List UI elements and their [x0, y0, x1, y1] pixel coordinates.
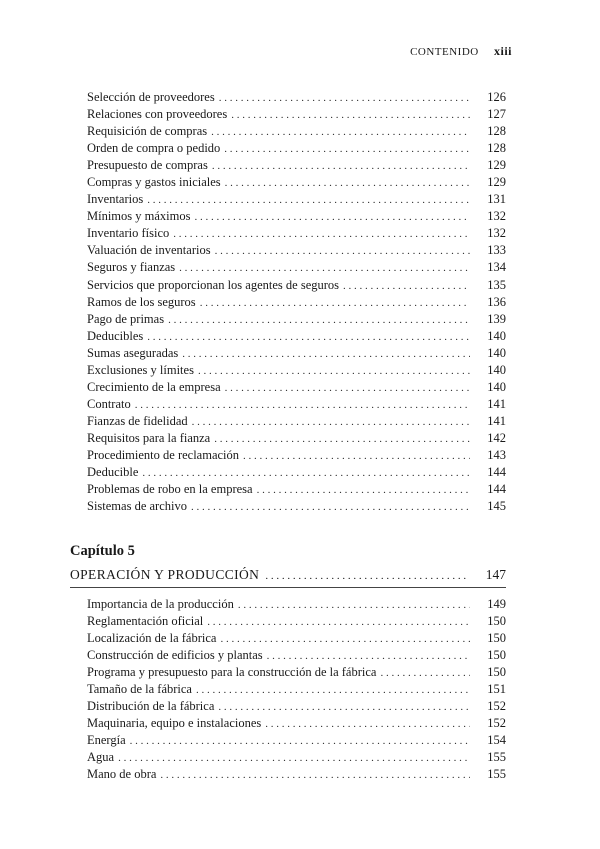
toc-entry-title: Compras y gastos iniciales [87, 175, 221, 190]
toc-entry-page: 139 [487, 311, 506, 326]
dot-leader [224, 141, 470, 158]
toc-entry-title: Deducibles [87, 328, 144, 343]
toc-entry-title: Mínimos y máximos [87, 209, 191, 224]
dot-leader [265, 716, 470, 733]
toc-entry-page: 140 [487, 328, 506, 343]
toc-entry [87, 749, 506, 766]
toc-entry-title: Orden de compra o pedido [87, 141, 221, 156]
chapter-label: Capítulo 5 [70, 543, 135, 559]
toc-entry-title: Sistemas de archivo [87, 499, 187, 514]
toc-list-top [87, 89, 506, 515]
toc-entry-page: 132 [487, 226, 506, 241]
dot-leader [160, 767, 470, 784]
toc-entry [87, 294, 506, 311]
toc-entry [87, 715, 506, 732]
dot-leader [196, 682, 470, 699]
dot-leader [182, 346, 470, 363]
dot-leader [343, 278, 470, 295]
dot-leader [215, 243, 470, 260]
toc-entry-title: Fianzas de fidelidad [87, 413, 188, 428]
dot-leader [191, 499, 470, 516]
dot-leader [142, 465, 470, 482]
chapter-rule [70, 587, 506, 588]
toc-entry [87, 664, 506, 681]
toc-entry [87, 732, 506, 749]
dot-leader [225, 175, 470, 192]
chapter-title: OPERACIÓN Y PRODUCCIÓN [70, 567, 260, 582]
toc-entry [87, 681, 506, 698]
toc-entry-title: Sumas aseguradas [87, 345, 179, 360]
chapter-title-entry [70, 567, 506, 587]
dot-leader [147, 329, 470, 346]
toc-entry-title: Inventario físico [87, 226, 170, 241]
toc-entry-page: 143 [487, 447, 506, 462]
dot-leader [130, 733, 470, 750]
dot-leader [118, 750, 470, 767]
toc-entry [87, 242, 506, 259]
toc-entry-title: Selección de proveedores [87, 90, 215, 104]
toc-entry-title: Maquinaria, equipo e instalaciones [87, 716, 262, 731]
toc-entry-title: Requisición de compras [87, 124, 208, 139]
dot-leader [243, 448, 470, 465]
toc-entry-title: Ramos de los seguros [87, 294, 196, 309]
toc-entry [87, 647, 506, 664]
toc-entry [87, 430, 506, 447]
dot-leader [207, 614, 470, 631]
dot-leader [231, 107, 470, 124]
dot-leader [214, 431, 470, 448]
toc-entry [87, 328, 506, 345]
toc-entry-page: 135 [487, 277, 506, 292]
toc-entry-title: Construcción de edificios y plantas [87, 648, 263, 663]
toc-entry-page: 155 [487, 750, 506, 765]
toc-entry-page: 154 [487, 733, 506, 748]
toc-entry-title: Seguros y fianzas [87, 260, 176, 275]
toc-entry-title: Contrato [87, 396, 131, 411]
toc-entry-page: 134 [487, 260, 506, 275]
toc-entry-title: Servicios que proporcionan los agentes de seguros [87, 277, 340, 292]
toc-entry-title: Localización de la fábrica [87, 631, 217, 646]
toc-entry [87, 630, 506, 647]
toc-entry-title: Mano de obra [87, 767, 157, 782]
dot-leader [194, 209, 470, 226]
dot-leader [267, 648, 470, 665]
toc-entry-page: 126 [487, 90, 506, 104]
dot-leader [179, 260, 470, 277]
toc-entry [87, 225, 506, 242]
toc-entry-page: 129 [487, 175, 506, 190]
toc-entry-page: 150 [487, 648, 506, 663]
toc-entry-page: 132 [487, 209, 506, 224]
dot-leader [218, 699, 470, 716]
dot-leader [211, 124, 470, 141]
toc-entry-page: 144 [487, 465, 506, 480]
toc-entry-title: Distribución de la fábrica [87, 699, 215, 714]
toc-entry [87, 345, 506, 362]
toc-entry-title: Presupuesto de compras [87, 158, 208, 173]
toc-entry [87, 766, 506, 783]
toc-entry-page: 141 [487, 413, 506, 428]
toc-entry [87, 140, 506, 157]
dot-leader [257, 482, 470, 499]
running-header [410, 44, 512, 59]
page-number: xiii [493, 44, 512, 58]
toc-entry-title: Deducible [87, 465, 139, 480]
dot-leader [238, 597, 470, 614]
toc-entry [87, 596, 506, 613]
toc-entry-title: Procedimiento de reclamación [87, 447, 240, 462]
dot-leader [219, 90, 470, 107]
toc-entry-title: Relaciones con proveedores [87, 107, 228, 122]
toc-entry-page: 128 [487, 124, 506, 139]
toc-entry-title: Inventarios [87, 192, 144, 207]
dot-leader [220, 631, 470, 648]
toc-entry-page: 150 [487, 614, 506, 629]
toc-entry-page: 136 [487, 294, 506, 309]
toc-entry [87, 277, 506, 294]
dot-leader [147, 192, 470, 209]
toc-entry-title: Reglamentación oficial [87, 614, 204, 629]
toc-entry-title: Tamaño de la fábrica [87, 682, 192, 697]
toc-entry-page: 127 [487, 107, 506, 122]
toc-entry [87, 362, 506, 379]
toc-entry [87, 259, 506, 276]
toc-entry-page: 151 [487, 682, 506, 697]
toc-entry-page: 133 [487, 243, 506, 258]
toc-entry-page: 155 [487, 767, 506, 782]
toc-entry [87, 379, 506, 396]
toc-entry-page: 150 [487, 665, 506, 680]
toc-entry-page: 131 [487, 192, 506, 207]
toc-entry-page: 140 [487, 362, 506, 377]
chapter-page-number: 147 [485, 567, 506, 582]
dot-leader [212, 158, 470, 175]
toc-entry [87, 396, 506, 413]
toc-entry-page: 142 [487, 430, 506, 445]
running-header-section: CONTENIDO [410, 46, 479, 58]
toc-entry-title: Agua [87, 750, 115, 765]
toc-entry-title: Requisitos para la fianza [87, 430, 211, 445]
toc-entry [87, 613, 506, 630]
toc-entry [87, 464, 506, 481]
toc-entry-page: 152 [487, 699, 506, 714]
toc-entry-page: 140 [487, 379, 506, 394]
toc-entry-page: 145 [487, 499, 506, 514]
toc-entry [87, 106, 506, 123]
toc-entry-page: 129 [487, 158, 506, 173]
dot-leader [225, 380, 470, 397]
dot-leader [173, 226, 470, 243]
toc-entry-title: Valuación de inventarios [87, 243, 211, 258]
toc-entry [87, 413, 506, 430]
toc-entry-page: 149 [487, 597, 506, 611]
toc-entry-title: Exclusiones y límites [87, 362, 194, 377]
toc-entry-page: 144 [487, 482, 506, 497]
toc-entry [87, 447, 506, 464]
dot-leader [265, 570, 466, 582]
toc-list-bottom [87, 596, 506, 784]
dot-leader [200, 295, 470, 312]
toc-entry [87, 191, 506, 208]
dot-leader [192, 414, 470, 431]
toc-entry [87, 698, 506, 715]
toc-entry [87, 89, 506, 106]
dot-leader [168, 312, 470, 329]
toc-entry-page: 152 [487, 716, 506, 731]
toc-entry-title: Energía [87, 733, 126, 748]
toc-entry-page: 128 [487, 141, 506, 156]
toc-entry [87, 157, 506, 174]
toc-entry-title: Programa y presupuesto para la construcción de la fábrica [87, 665, 377, 680]
dot-leader [380, 665, 470, 682]
toc-entry [87, 311, 506, 328]
toc-entry [87, 498, 506, 515]
dot-leader [198, 363, 470, 380]
toc-entry [87, 208, 506, 225]
toc-entry-title: Importancia de la producción [87, 597, 234, 611]
toc-entry-page: 141 [487, 396, 506, 411]
toc-entry [87, 174, 506, 191]
toc-entry-page: 150 [487, 631, 506, 646]
toc-entry [87, 123, 506, 140]
toc-entry-title: Problemas de robo en la empresa [87, 482, 253, 497]
toc-entry-title: Pago de primas [87, 311, 165, 326]
toc-entry-title: Crecimiento de la empresa [87, 379, 221, 394]
dot-leader [135, 397, 470, 414]
toc-entry-page: 140 [487, 345, 506, 360]
toc-entry [87, 481, 506, 498]
